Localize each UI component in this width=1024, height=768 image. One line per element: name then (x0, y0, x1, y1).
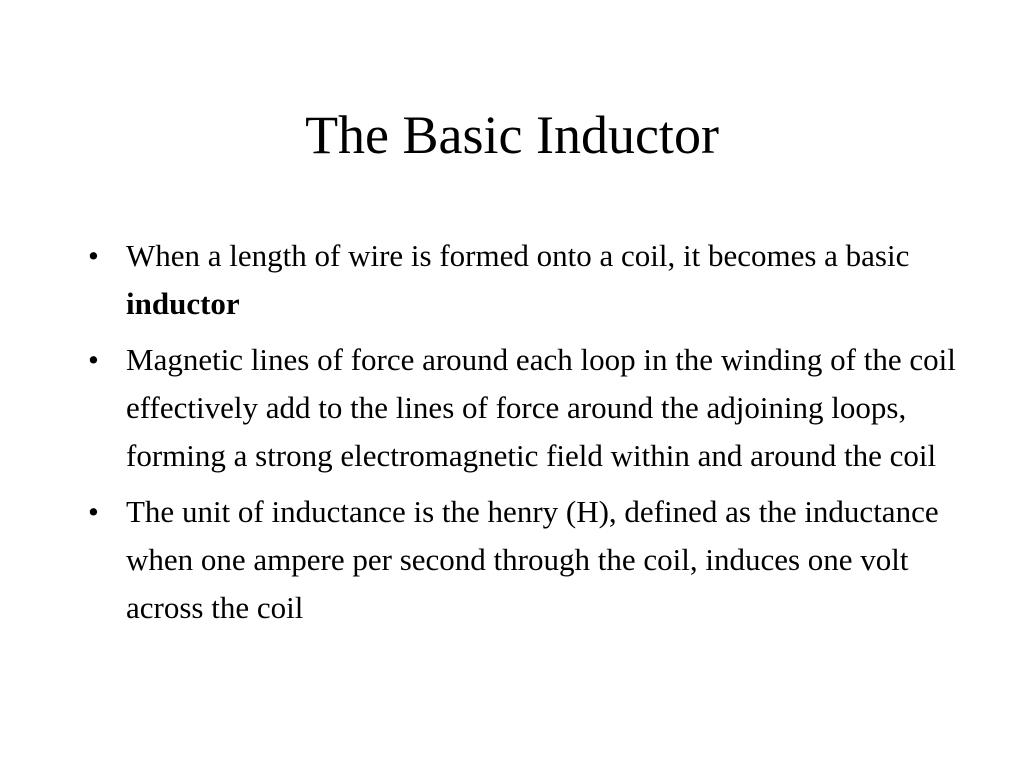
bullet-bold-term: inductor (126, 286, 240, 321)
bullet-list (86, 232, 966, 640)
slide-title: The Basic Inductor (305, 105, 719, 165)
bullet-icon: • (88, 494, 99, 529)
bullet-icon: • (88, 342, 99, 377)
bullet-text: When a length of wire is formed onto a coil, it becomes a basic (126, 238, 910, 273)
bullet-icon: • (88, 238, 99, 273)
bullet-item (86, 336, 966, 480)
bullet-text: The unit of inductance is the henry (H), defined as the inductance when one ampere per second through the coil, induces one volt across the coil (126, 494, 939, 625)
bullet-text: Magnetic lines of force around each loop in the winding of the coil effectively add to the lines of force around the adjoining loops, forming a strong electromagnetic field within and around the coil (126, 342, 956, 473)
bullet-item (86, 488, 966, 632)
bullet-item (86, 232, 966, 328)
